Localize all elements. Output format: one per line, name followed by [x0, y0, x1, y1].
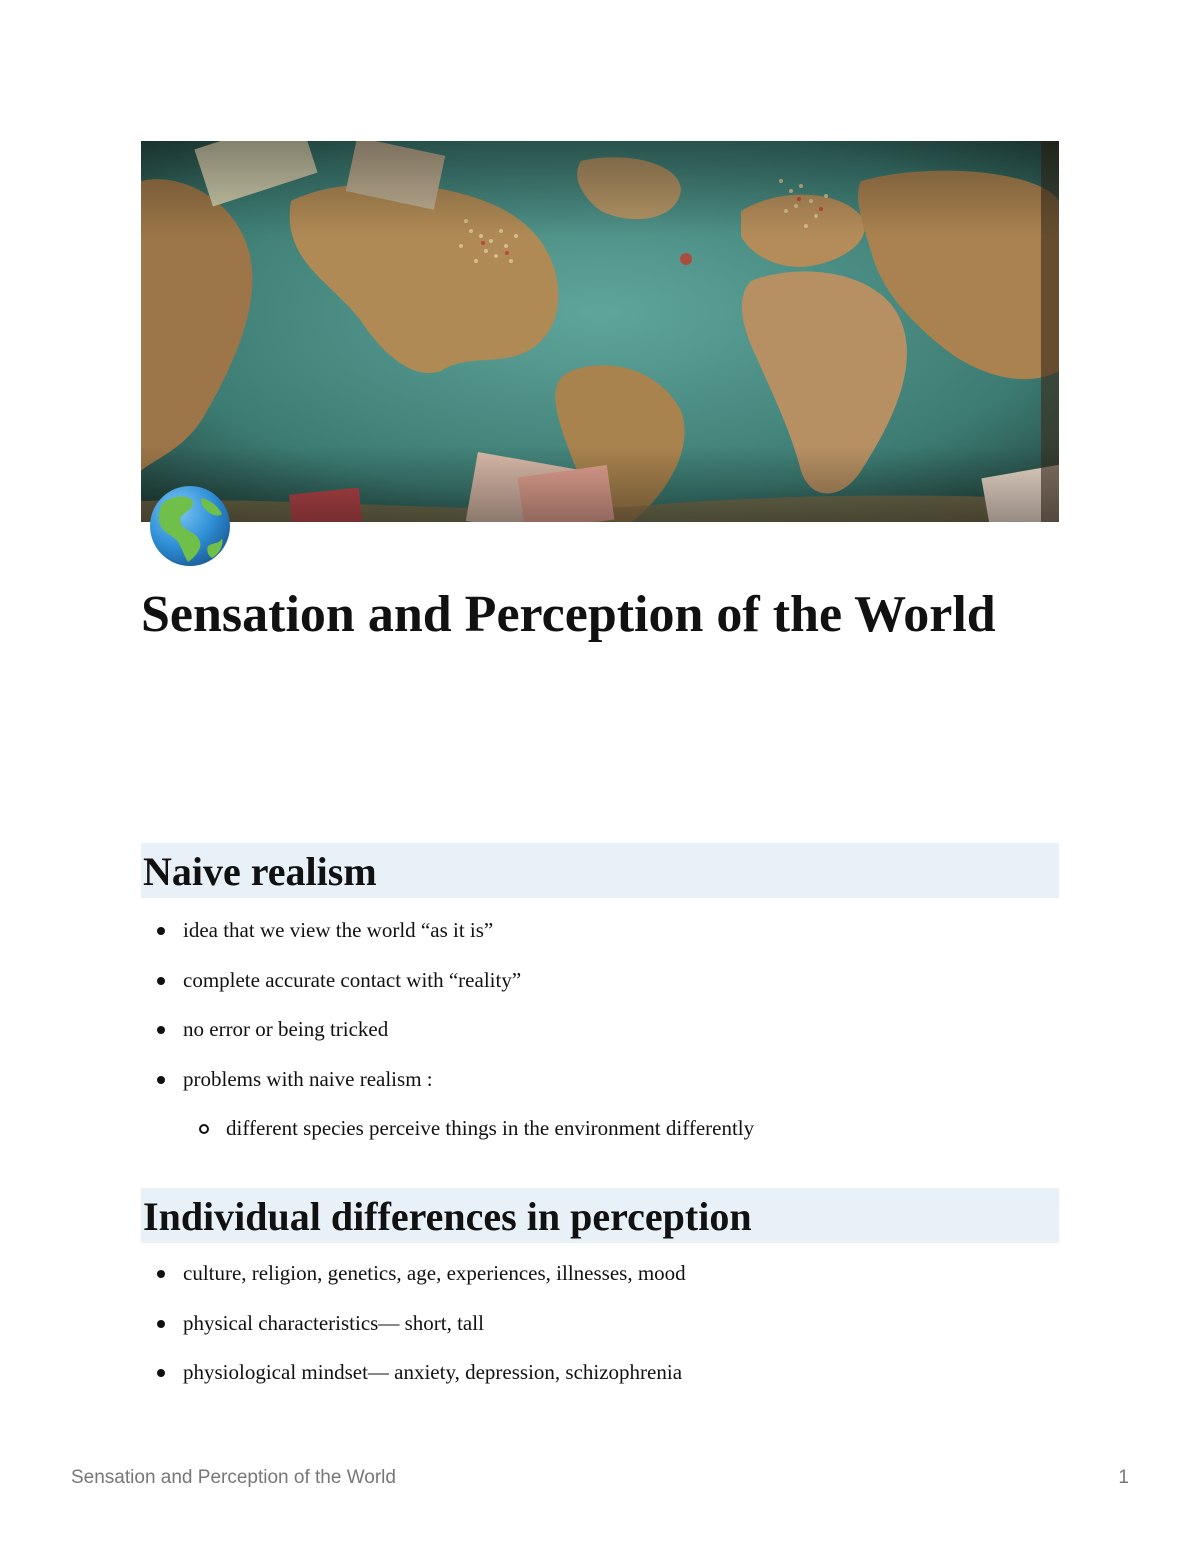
list-item-text: physiological mindset— anxiety, depression, schizophrenia	[183, 1360, 683, 1384]
list-item	[141, 965, 1059, 1015]
page-number: 1	[1118, 1467, 1129, 1488]
list-item	[141, 1258, 1059, 1308]
bullet-icon	[157, 1026, 165, 1034]
footer-title: Sensation and Perception of the World	[71, 1467, 396, 1488]
naive-realism-list	[141, 915, 1059, 1163]
list-item-text: physical characteristics— short, tall	[183, 1310, 484, 1335]
bullet-icon	[157, 1320, 165, 1328]
bullet-icon	[157, 977, 165, 985]
cover-image	[141, 141, 1059, 522]
hollow-bullet-icon	[199, 1124, 209, 1134]
sub-list-item	[141, 1113, 1059, 1163]
heading-individual-differences: Individual differences in perception	[141, 1188, 1059, 1243]
globe-americas-icon	[148, 484, 232, 568]
list-item-text: problems with naive realism :	[183, 1066, 433, 1091]
bullet-icon	[157, 927, 165, 935]
bullet-icon	[157, 1270, 165, 1278]
list-item	[141, 915, 1059, 965]
page-title: Sensation and Perception of the World	[141, 586, 996, 643]
list-item	[141, 1064, 1059, 1114]
list-item	[141, 1308, 1059, 1358]
list-item-text: complete accurate contact with “reality”	[183, 967, 522, 992]
individual-differences-list	[141, 1258, 1059, 1407]
page-footer	[71, 1464, 1129, 1492]
bullet-icon	[157, 1076, 165, 1084]
list-item	[141, 1014, 1059, 1064]
bullet-icon	[157, 1369, 165, 1377]
list-item-text: culture, religion, genetics, age, experiences, illnesses, mood	[183, 1261, 686, 1285]
list-item	[141, 1357, 1059, 1407]
list-item-text: idea that we view the world “as it is”	[183, 918, 494, 942]
heading-naive-realism: Naive realism	[141, 843, 1059, 898]
world-map-icon	[141, 141, 1059, 522]
list-item-text: different species perceive things in the environment differently	[226, 1116, 755, 1140]
list-item-text: no error or being tricked	[183, 1017, 389, 1041]
